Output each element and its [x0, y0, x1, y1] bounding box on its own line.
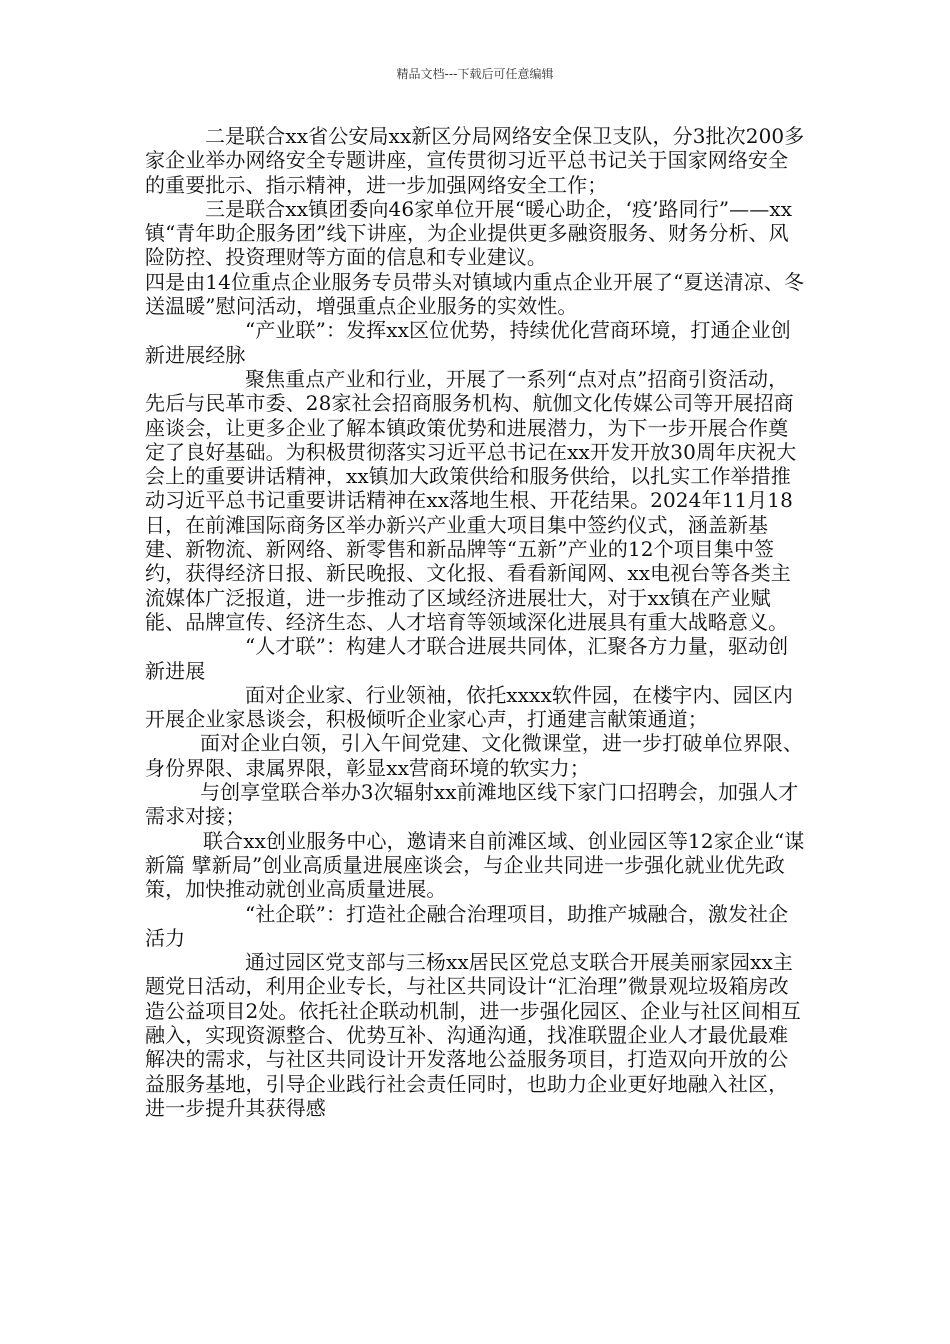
paragraph-investment-promotion: 聚焦重点产业和行业，开展了一系列“点对点”招商引资活动，先后与民革市委、28家社会招商服务机构、航伽文化传媒公司等开展招商座谈会，让更多企业了解本镇政策优势和进展潜力，为下一步开展合作奠定了良好基础。为积极贯彻落实习近平总书记在xx开发开放30周年庆祝大会上的重要讲话精神，xx镇加大政策供给和服务供给，以扎实工作举措推动习近平总书记重要讲话精神在xx落地生根、开花结果。2024年11月18日，在前滩国际商务区举办新兴产业重大项目集中签约仪式，涵盖新基建、新物流、新网络、新零售和新品牌等“五新”产业的12个项目集中签约，获得经济日报、新民晚报、文化报、看看新闻网、xx电视台等各类主流媒体广泛报道，进一步推动了区域经济进展壮大，对于xx镇在产业赋能、品牌宣传、经济生态、人才培育等领域深化进展具有重大战略意义。 — [145, 366, 797, 634]
paragraph-job-fair: 与创享堂联合举办3次辐射xx前滩地区线下家门口招聘会，加强人才需求对接； — [145, 780, 799, 829]
paragraph-community-governance: 通过园区党支部与三杨xx居民区党总支联合开展美丽家园xx主题党日活动，利用企业专长，与社区共同设计“汇治理”微景观垃圾箱房改造公益项目2处。依托社企联动机制，进一步强化园区、企业与社区间相互融入，实现资源整合、优势互补、沟通沟通，找准联盟企业人才最优最难解决的需求，与社区共同设计开发落地公益服务项目，打造双向开放的公益服务基地，引导企业践行社会责任同时，也助力企业更好地融入社区，进一步提升其获得感 — [145, 950, 802, 1120]
section-heading-talent: “人才联”：构建人才联合进展共同体，汇聚各方力量，驱动创新进展 — [145, 634, 789, 683]
paragraph-entrepreneurship-forum: 联合xx创业服务中心，邀请来自前滩区域、创业园区等12家企业“谋新篇 擘新局”创业高质量进展座谈会，与企业共同进一步强化就业优先政策，加快推动就创业高质量进展。 — [145, 828, 805, 902]
page-header: 精品文档---下载后可任意编辑 — [396, 67, 554, 81]
section-heading-industry: “产业联”：发挥xx区位优势，持续优化营商环境，打通企业创新进展经脉 — [145, 318, 791, 367]
paragraph-youth-service: 三是联合xx镇团委向46家单位开展“暖心助企，‘疫’路同行”——xx镇“青年助企服务团”线下讲座，为企业提供更多融资服务、财务分析、风险防控、投资理财等方面的信息和专业建议。 — [145, 196, 793, 270]
document-body — [145, 124, 805, 1120]
section-heading-community: “社企联”：打造社企融合治理项目，助推产城融合，激发社企活力 — [145, 901, 789, 950]
paragraph-key-enterprise-visits: 四是由14位重点企业服务专员带头对镇域内重点企业开展了“夏送清凉、冬送温暖”慰问活动，增强重点企业服务的实效性。 — [145, 269, 805, 319]
paragraph-white-collar: 面对企业白领，引入午间党建、文化微课堂，进一步打破单位界限、身份界限、隶属界限，彰显xx营商环境的软实力； — [145, 731, 803, 780]
paragraph-network-security: 二是联合xx省公安局xx新区分局网络安全保卫支队，分3批次200多家企业举办网络安全专题讲座，宣传贯彻习近平总书记关于国家网络安全的重要批示、指示精神，进一步加强网络安全工作； — [145, 124, 805, 197]
paragraph-entrepreneurs: 面对企业家、行业领袖，依托xxxx软件园，在楼宇内、园区内开展企业家恳谈会，积极倾听企业家心声，打通建言献策通道； — [145, 682, 794, 732]
